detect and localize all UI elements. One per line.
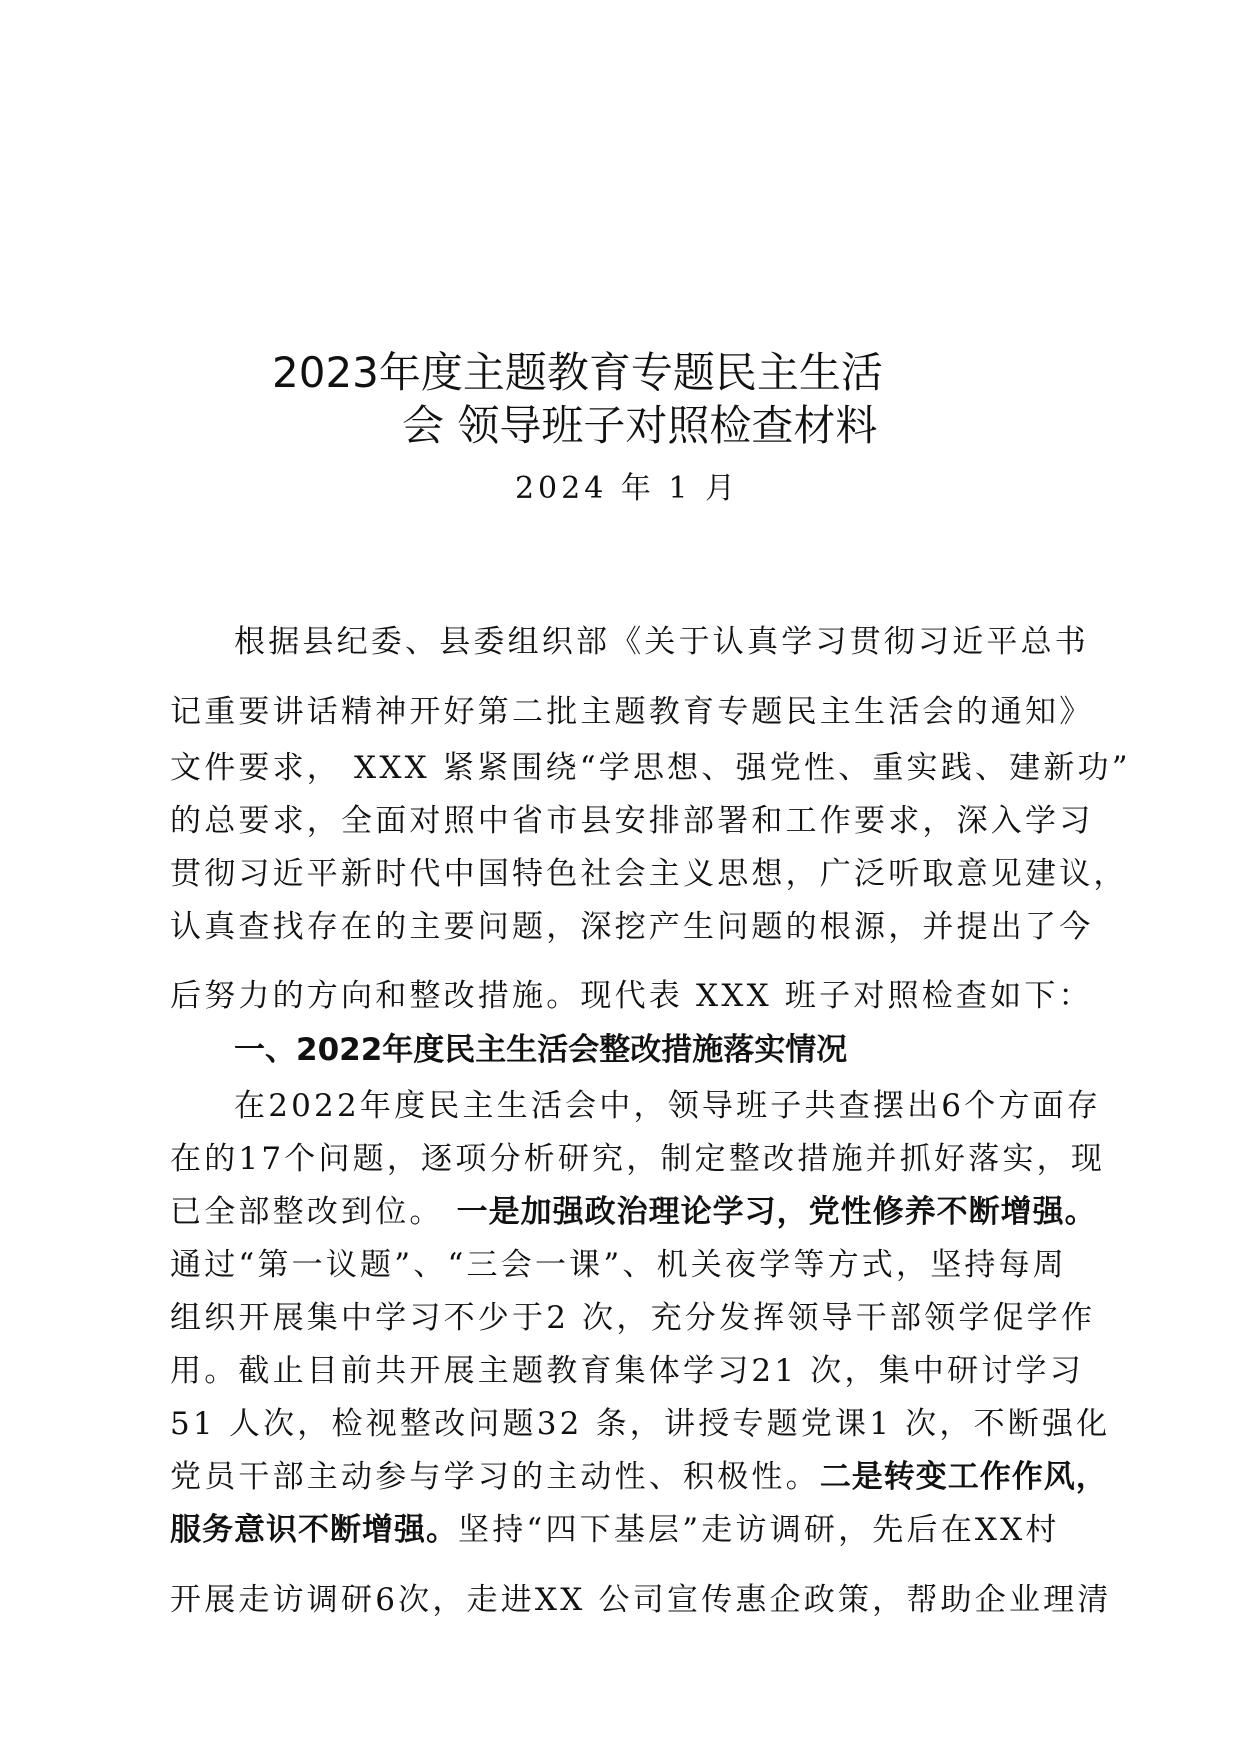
intro-line-1: 根据县纪委、县委组织部《关于认真学习贯彻习近平总书 (234, 624, 1089, 660)
intro-line-3: 文件要求， XXX 紧紧围绕“学思想、强党性、重实践、建新功” (170, 750, 1131, 786)
section-line-7: 51 人次，检视整改问题32 条，讲授专题党课1 次，不断强化 (170, 1406, 1111, 1442)
section-line-9-text: 坚持“四下基层”走访调研，先后在XX村 (458, 1512, 1060, 1548)
point-one-heading: 一是加强政治理论学习，党性修养不断增强。 (456, 1194, 1097, 1230)
section-line-3 (170, 1192, 1100, 1232)
section-line-2: 在的17个问题，逐项分析研究，制定整改措施并抓好落实，现 (170, 1141, 1106, 1177)
intro-line-7: 后努力的方向和整改措施。现代表 XXX 班子对照检查如下： (170, 978, 1093, 1014)
section-line-5: 组织开展集中学习不少于2 次，充分发挥领导干部领学促学作 (170, 1300, 1096, 1336)
point-two-heading: 二是转变工作作风， (819, 1459, 1108, 1495)
section-line-8-text: 党员干部主动参与学习的主动性、积极性。 (170, 1459, 820, 1495)
point-two-heading-continued: 服务意识不断增强。 (170, 1512, 458, 1548)
document-date: 2024 年 1 月 (514, 471, 740, 506)
intro-line-4: 的总要求，全面对照中省市县安排部署和工作要求，深入学习 (170, 803, 1094, 839)
section-line-10: 开展走访调研6次，走进XX 公司宣传惠企政策，帮助企业理清 (170, 1582, 1112, 1618)
document-title-line-1: 2023年度主题教育专题民主生活 (272, 348, 883, 397)
section-line-1: 在2022年度民主生活会中，领导班子共查摆出6个方面存 (234, 1088, 1102, 1124)
intro-line-2: 记重要讲话精神开好第二批主题教育专题民主生活会的通知》 (170, 694, 1094, 730)
section-line-6: 用。截止目前共开展主题教育集体学习21 次，集中研讨学习 (170, 1353, 1084, 1389)
section-line-3-text: 已全部整改到位。 (170, 1194, 444, 1230)
section-line-8 (170, 1457, 1108, 1497)
document-title-line-2: 会 领导班子对照检查材料 (402, 401, 878, 450)
section-line-9 (170, 1510, 1100, 1550)
intro-line-5: 贯彻习近平新时代中国特色社会主义思想，广泛听取意见建议， (170, 856, 1128, 892)
section-heading: 一、2022年度民主生活会整改措施落实情况 (234, 1032, 848, 1068)
section-line-4: 通过“第一议题”、“三会一课”、机关夜学等方式，坚持每周 (170, 1247, 1067, 1283)
intro-line-6: 认真查找存在的主要问题，深挖产生问题的根源，并提出了今 (170, 909, 1094, 945)
